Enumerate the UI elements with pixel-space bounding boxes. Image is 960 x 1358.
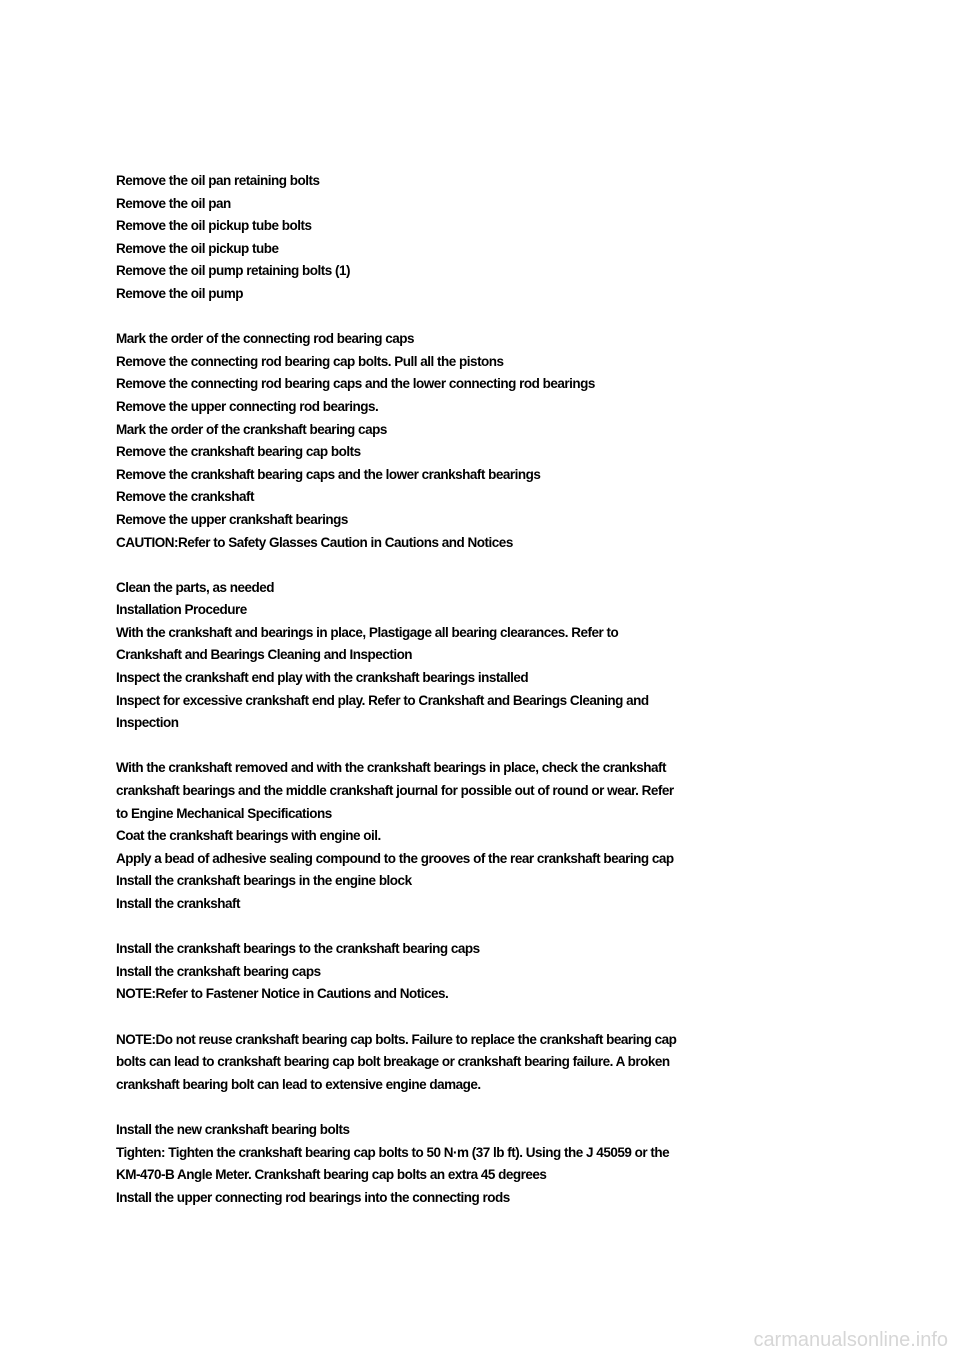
paragraph bbox=[116, 328, 876, 554]
note-text: NOTE:Do not reuse crankshaft bearing cap bolts. Failure to replace the crankshaft bearing cap bbox=[116, 1031, 677, 1047]
text-line: Remove the oil pickup tube bbox=[116, 240, 279, 256]
text-line: crankshaft bearings and the middle crankshaft journal for possible out of round or wear. Refer bbox=[116, 783, 674, 799]
section-heading: Installation Procedure bbox=[116, 602, 247, 618]
text-line: Clean the parts, as needed bbox=[116, 579, 275, 595]
watermark: carmanualsonline.info bbox=[753, 1329, 948, 1351]
text-line: Inspection bbox=[116, 715, 179, 731]
note-text: bolts can lead to crankshaft bearing cap bolt breakage or crankshaft bearing failure. A broken bbox=[116, 1054, 670, 1070]
paragraph bbox=[116, 1119, 876, 1209]
text-line: With the crankshaft removed and with the crankshaft bearings in place, check the crankshaft bbox=[116, 760, 667, 776]
text-line: Mark the order of the connecting rod bearing caps bbox=[116, 331, 415, 347]
text-line: Install the upper connecting rod bearings into the connecting rods bbox=[116, 1189, 510, 1205]
text-line: Remove the oil pan retaining bolts bbox=[116, 173, 320, 188]
text-line: Remove the oil pump bbox=[116, 285, 244, 301]
text-line: Apply a bead of adhesive sealing compound to the grooves of the rear crankshaft bearing cap bbox=[116, 850, 674, 866]
text-line: to Engine Mechanical Specifications bbox=[116, 805, 332, 821]
text-line: Remove the crankshaft bbox=[116, 489, 255, 505]
paragraph bbox=[116, 1029, 876, 1097]
text-line: Crankshaft and Bearings Cleaning and Inspection bbox=[116, 647, 413, 663]
text-line: Remove the oil pan bbox=[116, 195, 231, 211]
text-line: Coat the crankshaft bearings with engine oil. bbox=[116, 828, 381, 844]
caution-text: CAUTION:Refer to Safety Glasses Caution in Cautions and Notices bbox=[116, 534, 513, 550]
text-line: Install the crankshaft bearings to the crankshaft bearing caps bbox=[116, 941, 480, 957]
text-line: Install the crankshaft bearing caps bbox=[116, 963, 321, 979]
text-line: Remove the crankshaft bearing caps and the lower crankshaft bearings bbox=[116, 466, 541, 482]
text-line: With the crankshaft and bearings in place, Plastigage all bearing clearances. Refer to bbox=[116, 624, 619, 640]
text-line: Tighten: Tighten the crankshaft bearing cap bolts to 50 N·m (37 lb ft). Using the J 45059 or the bbox=[116, 1144, 670, 1160]
text-line: Remove the connecting rod bearing cap bolts. Pull all the pistons bbox=[116, 353, 504, 369]
text-line: Remove the connecting rod bearing caps and the lower connecting rod bearings bbox=[116, 376, 595, 392]
text-line: Install the crankshaft bearings in the engine block bbox=[116, 873, 412, 889]
paragraph bbox=[116, 577, 876, 735]
paragraph bbox=[116, 757, 876, 915]
text-line: Remove the crankshaft bearing cap bolts bbox=[116, 444, 361, 460]
document-body bbox=[116, 170, 876, 1232]
text-line: Mark the order of the crankshaft bearing caps bbox=[116, 421, 387, 437]
text-line: KM-470-B Angle Meter. Crankshaft bearing cap bolts an extra 45 degrees bbox=[116, 1167, 547, 1183]
paragraph bbox=[116, 170, 876, 306]
text-line: Remove the oil pump retaining bolts (1) bbox=[116, 263, 351, 279]
text-line: Remove the upper crankshaft bearings bbox=[116, 511, 348, 527]
paragraph bbox=[116, 938, 876, 1006]
note-text: NOTE:Refer to Fastener Notice in Cautions and Notices. bbox=[116, 986, 449, 1002]
text-line: Inspect for excessive crankshaft end play. Refer to Crankshaft and Bearings Cleaning and bbox=[116, 692, 649, 708]
note-text: crankshaft bearing bolt can lead to extensive engine damage. bbox=[116, 1076, 481, 1092]
text-line: Remove the oil pickup tube bolts bbox=[116, 218, 312, 234]
text-line: Remove the upper connecting rod bearings. bbox=[116, 398, 379, 414]
text-line: Install the crankshaft bbox=[116, 896, 241, 911]
text-line: Inspect the crankshaft end play with the crankshaft bearings installed bbox=[116, 670, 529, 686]
text-line: Install the new crankshaft bearing bolts bbox=[116, 1121, 350, 1137]
